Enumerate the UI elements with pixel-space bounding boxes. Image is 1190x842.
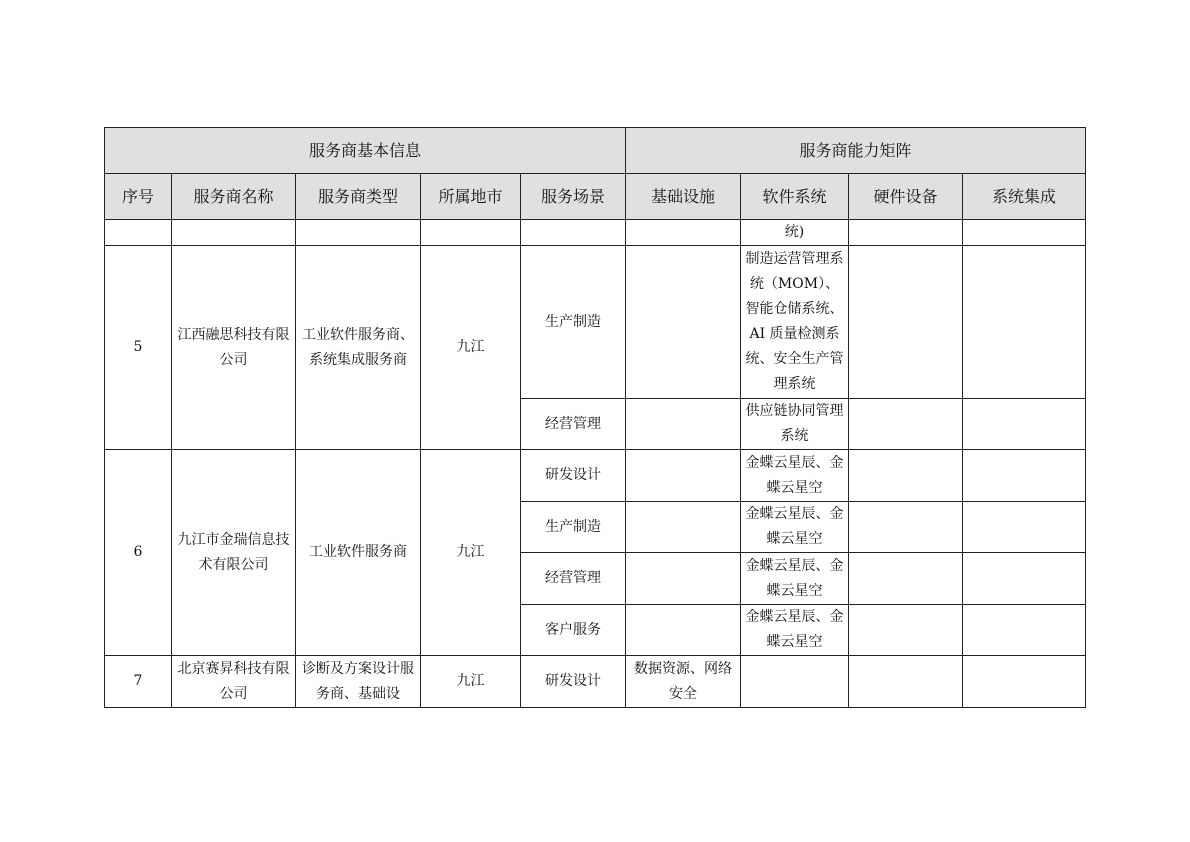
integration-cell (963, 605, 1086, 656)
scenario-cell: 生产制造 (521, 502, 626, 553)
scenario-cell: 经营管理 (521, 553, 626, 605)
software-cell: 金蝶云星辰、金蝶云星空 (741, 605, 849, 656)
infrastructure-cell: 数据资源、网络安全 (626, 656, 741, 708)
scenario-cell: 研发设计 (521, 656, 626, 708)
scenario-cell: 研发设计 (521, 450, 626, 502)
table-cell (172, 220, 296, 246)
table-row (105, 450, 1086, 502)
column-header-no: 序号 (105, 174, 172, 220)
provider-name: 九江市金瑞信息技术有限公司 (172, 450, 296, 656)
column-header-infrastructure: 基础设施 (626, 174, 741, 220)
software-cell: 金蝶云星辰、金蝶云星空 (741, 553, 849, 605)
provider-no: 6 (105, 450, 172, 656)
table-cell (296, 220, 421, 246)
hardware-cell (849, 605, 963, 656)
software-cell (741, 656, 849, 708)
infrastructure-cell (626, 605, 741, 656)
infrastructure-cell (626, 553, 741, 605)
column-header-row (105, 174, 1086, 220)
hardware-cell (849, 399, 963, 450)
group-header-row (105, 128, 1086, 174)
infrastructure-cell (626, 502, 741, 553)
provider-no: 5 (105, 246, 172, 450)
column-header-hardware: 硬件设备 (849, 174, 963, 220)
column-header-software: 软件系统 (741, 174, 849, 220)
table-row-continued (105, 220, 1086, 246)
provider-city: 九江 (421, 656, 521, 708)
hardware-cell (849, 656, 963, 708)
integration-cell (963, 450, 1086, 502)
provider-name: 北京赛昇科技有限公司 (172, 656, 296, 708)
hardware-cell (849, 553, 963, 605)
infrastructure-cell (626, 246, 741, 399)
infrastructure-cell (626, 450, 741, 502)
group-header-capability-matrix: 服务商能力矩阵 (626, 128, 1086, 174)
provider-city: 九江 (421, 450, 521, 656)
provider-type: 工业软件服务商、系统集成服务商 (296, 246, 421, 450)
scenario-cell: 客户服务 (521, 605, 626, 656)
table-cell (421, 220, 521, 246)
column-header-scenario: 服务场景 (521, 174, 626, 220)
software-cell: 金蝶云星辰、金蝶云星空 (741, 450, 849, 502)
group-header-basic-info: 服务商基本信息 (105, 128, 626, 174)
hardware-cell (849, 246, 963, 399)
provider-type: 工业软件服务商 (296, 450, 421, 656)
provider-city: 九江 (421, 246, 521, 450)
column-header-integration: 系统集成 (963, 174, 1086, 220)
software-cell: 供应链协同管理系统 (741, 399, 849, 450)
provider-type: 诊断及方案设计服务商、基础设 (296, 656, 421, 708)
integration-cell (963, 502, 1086, 553)
column-header-name: 服务商名称 (172, 174, 296, 220)
scenario-cell: 生产制造 (521, 246, 626, 399)
infrastructure-cell (626, 399, 741, 450)
software-cell: 金蝶云星辰、金蝶云星空 (741, 502, 849, 553)
column-header-type: 服务商类型 (296, 174, 421, 220)
table-row (105, 656, 1086, 708)
table-cell (521, 220, 626, 246)
integration-cell (963, 553, 1086, 605)
integration-cell (963, 399, 1086, 450)
column-header-city: 所属地市 (421, 174, 521, 220)
table-row (105, 246, 1086, 399)
table-cell (626, 220, 741, 246)
software-cell: 制造运营管理系统（MOM）、智能仓储系统、AI 质量检测系统、安全生产管理系统 (741, 246, 849, 399)
software-cell: 统) (741, 220, 849, 246)
provider-name: 江西融思科技有限公司 (172, 246, 296, 450)
integration-cell (963, 656, 1086, 708)
hardware-cell (849, 502, 963, 553)
scenario-cell: 经营管理 (521, 399, 626, 450)
table-cell (105, 220, 172, 246)
integration-cell (963, 246, 1086, 399)
provider-no: 7 (105, 656, 172, 708)
table-cell (849, 220, 963, 246)
hardware-cell (849, 450, 963, 502)
table-cell (963, 220, 1086, 246)
service-provider-table (104, 127, 1086, 708)
